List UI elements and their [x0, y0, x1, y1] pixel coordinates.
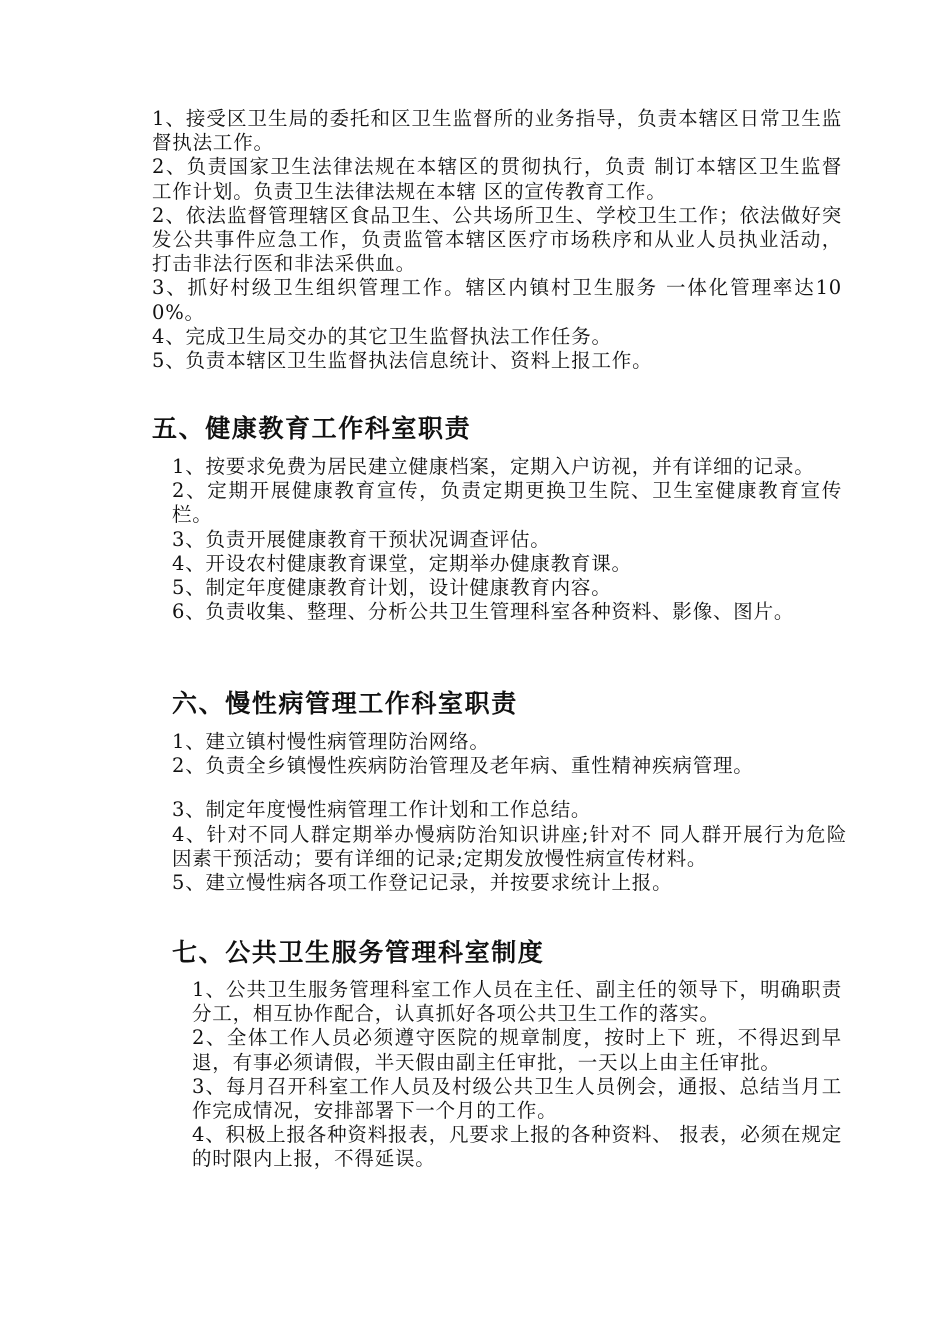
section6-list: [172, 730, 847, 895]
list-item: 3、抓好村级卫生组织管理工作。辖区内镇村卫生服务 一体化管理率达100%。: [152, 276, 842, 324]
section6-heading: 六、慢性病管理工作科室职责: [172, 689, 518, 718]
list-item: 1、按要求免费为居民建立健康档案，定期入户访视，并有详细的记录。: [172, 455, 815, 478]
list-item: 5、负责本辖区卫生监督执法信息统计、资料上报工作。: [152, 349, 653, 373]
section7-heading: 七、公共卫生服务管理科室制度: [172, 938, 545, 967]
section5-list: [172, 455, 842, 624]
list-item: 4、针对不同人群定期举办慢病防治知识讲座;针对不 同人群开展行为危险因素干预活动；要有详细的记录;定期发放慢性病宣传材料。: [172, 822, 847, 870]
list-item: 3、负责开展健康教育干预状况调查评估。: [172, 527, 551, 551]
list-item: 2、全体工作人员必须遵守医院的规章制度，按时上下 班，不得迟到早退，有事必须请假，半天假由副主任审批，一天以上由主任审批。: [192, 1026, 842, 1074]
list-item: 6、负责收集、整理、分析公共卫生管理科室各种资料、影像、图片。: [172, 600, 795, 624]
list-item: 2、负责国家卫生法律法规在本辖区的贯彻执行，负责 制订本辖区卫生监督工作计划。负责卫生法律法规在本辖 区的宣传教育工作。: [152, 155, 842, 203]
list-item: 3、制定年度慢性病管理工作计划和工作总结。: [172, 798, 592, 822]
list-item: 1、建立镇村慢性病管理防治网络。: [172, 730, 490, 753]
list-item: 4、积极上报各种资料报表，凡要求上报的各种资料、 报表，必须在规定的时限内上报，不得延误。: [192, 1123, 842, 1171]
list-item: 1、接受区卫生局的委托和区卫生监督所的业务指导，负责本辖区日常卫生监督执法工作。: [152, 107, 842, 155]
list-item: 2、依法监督管理辖区食品卫生、公共场所卫生、学校卫生工作；依法做好突发公共事件应急工作，负责监管本辖区医疗市场秩序和从业人员执业活动，打击非法行医和非法采供血。: [152, 203, 842, 276]
list-item: 5、制定年度健康教育计划，设计健康教育内容。: [172, 576, 612, 600]
spacer: [172, 778, 847, 798]
list-item: 3、每月召开科室工作人员及村级公共卫生人员例会，通报、总结当月工作完成情况，安排部署下一个月的工作。: [192, 1074, 842, 1123]
list-item: 4、开设农村健康教育课堂，定期举办健康教育课。: [172, 551, 632, 575]
section4-list: [152, 107, 842, 373]
list-item: 5、建立慢性病各项工作登记记录，并按要求统计上报。: [172, 871, 673, 895]
list-item: 1、公共卫生服务管理科室工作人员在主任、副主任的领导下，明确职责分工，相互协作配合，认真抓好各项公共卫生工作的落实。: [192, 978, 842, 1026]
section7-list: [192, 978, 842, 1172]
list-item: 2、负责全乡镇慢性疾病防治管理及老年病、重性精神疾病管理。: [172, 754, 754, 778]
list-item: 4、完成卫生局交办的其它卫生监督执法工作任务。: [152, 324, 612, 348]
list-item: 2、定期开展健康教育宣传，负责定期更换卫生院、卫生室健康教育宣传栏。: [172, 479, 842, 527]
section5-heading: 五、健康教育工作科室职责: [152, 414, 472, 443]
